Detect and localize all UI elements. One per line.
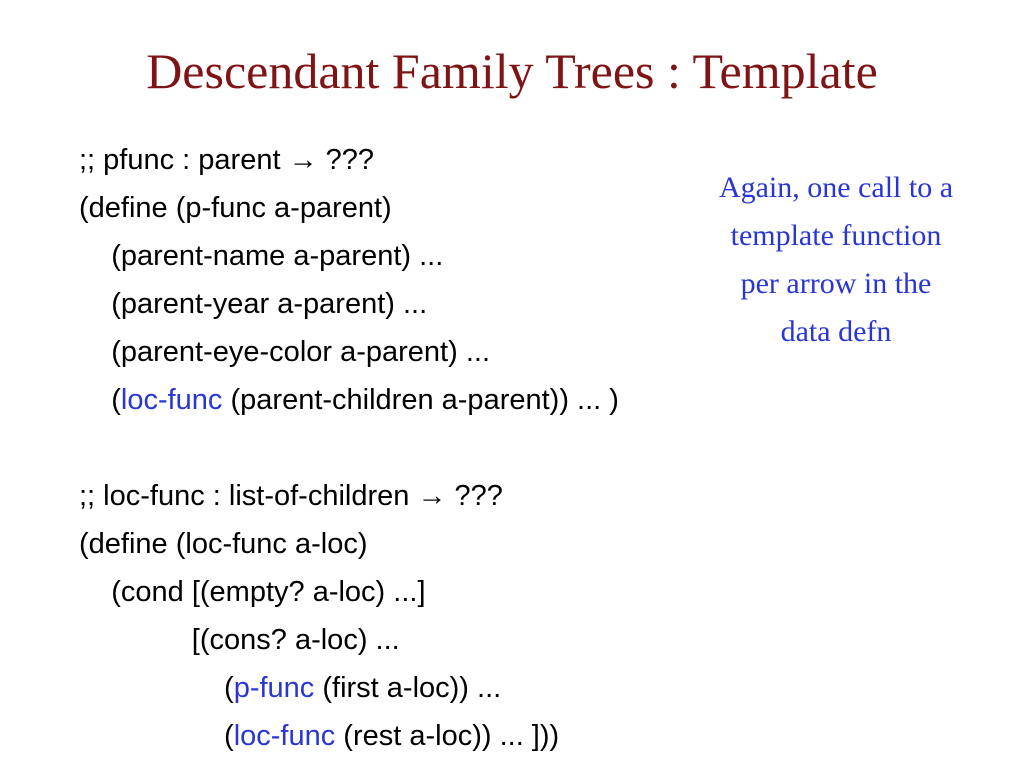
code-text: (parent-year a-parent) ... bbox=[79, 288, 428, 320]
code-line bbox=[79, 136, 619, 184]
note-line: Again, one call to a bbox=[718, 171, 954, 204]
code-text: ;; loc-func : list-of-children → ??? bbox=[79, 480, 503, 512]
code-line bbox=[79, 424, 619, 472]
code-line bbox=[79, 184, 619, 232]
code-text: (rest a-loc)) ... ])) bbox=[335, 720, 560, 752]
note-line: template function bbox=[730, 219, 942, 252]
code-text: (parent-name a-parent) ... bbox=[79, 240, 444, 272]
code-line bbox=[79, 664, 619, 712]
code-text: (define (p-func a-parent) bbox=[79, 192, 392, 224]
code-line bbox=[79, 568, 619, 616]
side-note bbox=[668, 164, 1004, 356]
code-text: [(cons? a-loc) ... bbox=[79, 624, 400, 656]
note-line: data defn bbox=[780, 315, 892, 348]
code-text: (cond [(empty? a-loc) ...] bbox=[79, 576, 426, 608]
code-line bbox=[79, 712, 619, 760]
code-text: (first a-loc)) ... bbox=[314, 672, 502, 704]
code-line bbox=[79, 232, 619, 280]
code-text: (define (loc-func a-loc) bbox=[79, 528, 368, 560]
note-line: per arrow in the bbox=[740, 267, 932, 300]
code-line bbox=[79, 328, 619, 376]
function-name-highlight: loc-func bbox=[233, 720, 336, 752]
code-text: ;; pfunc : parent → ??? bbox=[79, 144, 375, 176]
function-name-highlight: p-func bbox=[233, 672, 315, 704]
code-text: ( bbox=[79, 672, 234, 704]
function-name-highlight: loc-func bbox=[120, 384, 223, 416]
code-text: ( bbox=[79, 384, 121, 416]
code-line bbox=[79, 520, 619, 568]
code-line bbox=[79, 376, 619, 424]
code-line bbox=[79, 472, 619, 520]
code-line bbox=[79, 280, 619, 328]
code-text: ( bbox=[79, 720, 234, 752]
slide-title: Descendant Family Trees : Template bbox=[146, 43, 878, 99]
code-text: (parent-eye-color a-parent) ... bbox=[79, 336, 490, 368]
code-text: (parent-children a-parent)) ... ) bbox=[222, 384, 619, 416]
code-line bbox=[79, 616, 619, 664]
code-block bbox=[79, 136, 619, 760]
